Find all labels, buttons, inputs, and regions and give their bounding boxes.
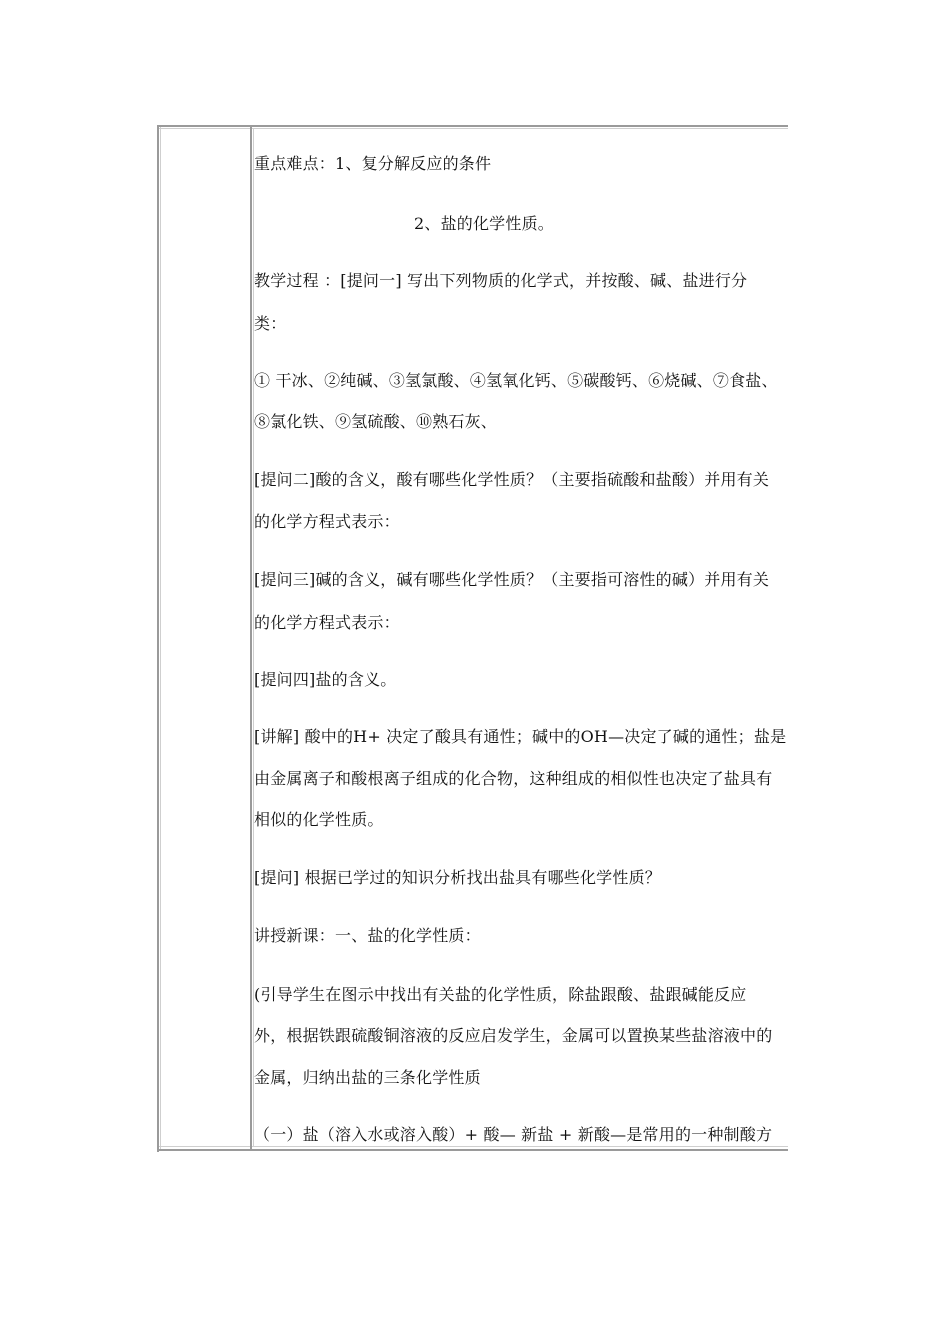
question-3-line-2: 的化学方程式表示： [254,613,400,632]
new-lesson-heading: 讲授新课：一、盐的化学性质： [254,926,481,945]
explanation-line-1: [讲解] 酸中的H+ 决定了酸具有通性；碱中的OH—决定了碱的通性；盐是 [254,727,787,746]
question-4-line: [提问四]盐的含义。 [254,670,397,689]
question-2-line-1: [提问二]酸的含义，酸有哪些化学性质？（主要指硫酸和盐酸）并用有关 [254,470,770,489]
guidance-line-2: 外，根据铁跟硫酸铜溶液的反应启发学生，金属可以置换某些盐溶液中的 [254,1026,773,1045]
teaching-process-question-1: 教学过程 ：[提问一] 写出下列物质的化学式，并按酸、碱、盐进行分 [254,271,748,290]
question-2-line-2: 的化学方程式表示： [254,512,400,531]
key-difficulty-item-2: 2、盐的化学性质。 [414,214,554,233]
table-bottom-border [157,1149,788,1151]
guidance-line-3: 金属，归纳出盐的三条化学性质 [254,1068,481,1087]
question-3-line-1: [提问三]碱的含义，碱有哪些化学性质？（主要指可溶性的碱）并用有关 [254,570,770,589]
explanation-line-2: 由金属离子和酸根离子组成的化合物，这种组成的相似性也决定了盐具有 [254,769,773,788]
table-column-divider [250,127,252,1149]
question-5-line: [提问] 根据已学过的知识分析找出盐具有哪些化学性质？ [254,868,661,887]
guidance-line-1: (引导学生在图示中找出有关盐的化学性质，除盐跟酸、盐跟碱能反应 [254,985,747,1004]
table-left-border [157,125,159,1152]
explanation-line-3: 相似的化学性质。 [254,810,384,829]
table-left-border-inner [160,127,161,1149]
key-difficulty-line: 重点难点：1、复分解反应的条件 [254,154,492,173]
property-1-line: （一）盐（溶入水或溶入酸）+ 酸— 新盐 + 新酸—是常用的一种制酸方 [254,1125,773,1144]
substance-list-line-2: ⑧氯化铁、⑨氢硫酸、⑩熟石灰、 [254,412,498,431]
teaching-process-question-1-cont: 类： [254,314,287,333]
substance-list-line-1: ① 干冰、②纯碱、③氢氯酸、④氢氧化钙、⑤碳酸钙、⑥烧碱、⑦食盐、 [254,371,778,390]
